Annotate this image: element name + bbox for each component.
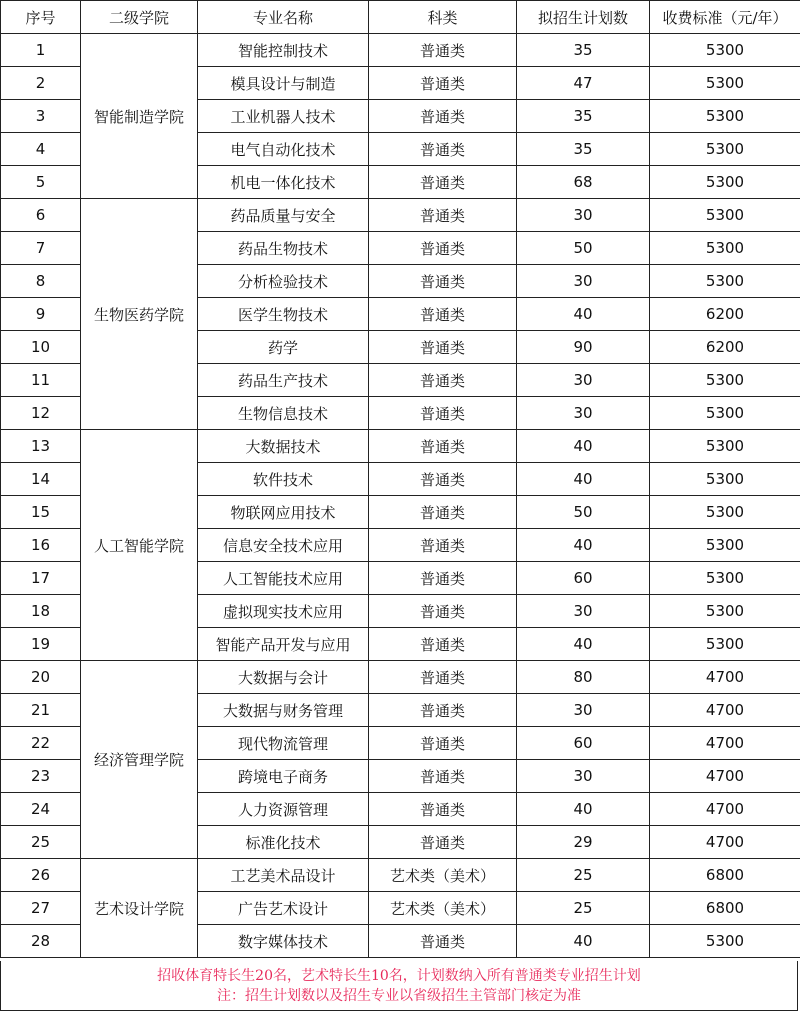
cell-category: 普通类 (369, 265, 517, 298)
cell-plan: 40 (517, 463, 650, 496)
cell-plan: 30 (517, 265, 650, 298)
cell-major: 智能产品开发与应用 (198, 628, 369, 661)
cell-seq: 13 (1, 430, 81, 463)
cell-fee: 4700 (650, 760, 800, 793)
cell-fee: 4700 (650, 694, 800, 727)
cell-major: 现代物流管理 (198, 727, 369, 760)
cell-fee: 5300 (650, 397, 800, 430)
cell-plan: 40 (517, 793, 650, 826)
table-header-row (1, 1, 800, 34)
header-seq: 序号 (1, 1, 81, 34)
cell-fee: 4700 (650, 793, 800, 826)
cell-seq: 10 (1, 331, 81, 364)
cell-plan: 40 (517, 628, 650, 661)
cell-major: 工艺美术品设计 (198, 859, 369, 892)
cell-major: 人工智能技术应用 (198, 562, 369, 595)
cell-category: 普通类 (369, 430, 517, 463)
cell-fee: 5300 (650, 232, 800, 265)
cell-major: 广告艺术设计 (198, 892, 369, 925)
cell-plan: 25 (517, 892, 650, 925)
cell-major: 软件技术 (198, 463, 369, 496)
cell-seq: 12 (1, 397, 81, 430)
cell-fee: 5300 (650, 364, 800, 397)
cell-major: 药品生物技术 (198, 232, 369, 265)
cell-seq: 4 (1, 133, 81, 166)
cell-plan: 30 (517, 364, 650, 397)
cell-seq: 6 (1, 199, 81, 232)
cell-major: 物联网应用技术 (198, 496, 369, 529)
cell-major: 生物信息技术 (198, 397, 369, 430)
cell-seq: 9 (1, 298, 81, 331)
cell-seq: 21 (1, 694, 81, 727)
cell-major: 人力资源管理 (198, 793, 369, 826)
cell-fee: 5300 (650, 67, 800, 100)
footer-note (0, 961, 798, 1011)
cell-seq: 5 (1, 166, 81, 199)
cell-plan: 25 (517, 859, 650, 892)
cell-seq: 2 (1, 67, 81, 100)
cell-seq: 27 (1, 892, 81, 925)
cell-category: 普通类 (369, 661, 517, 694)
cell-seq: 22 (1, 727, 81, 760)
cell-college: 智能制造学院 (81, 34, 198, 199)
cell-category: 普通类 (369, 463, 517, 496)
cell-category: 普通类 (369, 727, 517, 760)
cell-fee: 5300 (650, 628, 800, 661)
cell-fee: 6200 (650, 298, 800, 331)
cell-major: 大数据与会计 (198, 661, 369, 694)
cell-fee: 6200 (650, 331, 800, 364)
cell-category: 普通类 (369, 562, 517, 595)
cell-seq: 23 (1, 760, 81, 793)
table-row (1, 430, 800, 463)
cell-major: 工业机器人技术 (198, 100, 369, 133)
cell-seq: 26 (1, 859, 81, 892)
cell-fee: 4700 (650, 826, 800, 859)
cell-seq: 7 (1, 232, 81, 265)
cell-seq: 16 (1, 529, 81, 562)
cell-plan: 47 (517, 67, 650, 100)
cell-fee: 5300 (650, 133, 800, 166)
footer-line-1: 招收体育特长生20名，艺术特长生10名，计划数纳入所有普通类专业招生计划 (157, 968, 641, 984)
cell-category: 艺术类（美术） (369, 859, 517, 892)
header-fee: 收费标准（元/年） (650, 1, 800, 34)
cell-plan: 30 (517, 397, 650, 430)
cell-seq: 8 (1, 265, 81, 298)
cell-category: 普通类 (369, 133, 517, 166)
cell-seq: 24 (1, 793, 81, 826)
cell-plan: 40 (517, 529, 650, 562)
cell-seq: 17 (1, 562, 81, 595)
cell-plan: 50 (517, 232, 650, 265)
cell-seq: 28 (1, 925, 81, 958)
cell-plan: 40 (517, 298, 650, 331)
cell-fee: 6800 (650, 859, 800, 892)
cell-fee: 5300 (650, 100, 800, 133)
cell-fee: 5300 (650, 562, 800, 595)
cell-seq: 20 (1, 661, 81, 694)
cell-plan: 60 (517, 727, 650, 760)
footer-line-2: 注：招生计划数以及招生专业以省级招生主管部门核定为准 (217, 988, 581, 1004)
cell-category: 普通类 (369, 34, 517, 67)
cell-major: 电气自动化技术 (198, 133, 369, 166)
cell-category: 普通类 (369, 694, 517, 727)
table-row (1, 199, 800, 232)
cell-college: 人工智能学院 (81, 430, 198, 661)
cell-plan: 40 (517, 925, 650, 958)
cell-major: 药品质量与安全 (198, 199, 369, 232)
cell-category: 普通类 (369, 529, 517, 562)
cell-seq: 3 (1, 100, 81, 133)
cell-category: 普通类 (369, 232, 517, 265)
table-row (1, 34, 800, 67)
cell-seq: 1 (1, 34, 81, 67)
cell-plan: 68 (517, 166, 650, 199)
cell-plan: 30 (517, 760, 650, 793)
cell-category: 普通类 (369, 100, 517, 133)
cell-major: 大数据与财务管理 (198, 694, 369, 727)
cell-major: 机电一体化技术 (198, 166, 369, 199)
cell-fee: 5300 (650, 199, 800, 232)
cell-fee: 5300 (650, 463, 800, 496)
cell-major: 医学生物技术 (198, 298, 369, 331)
cell-category: 普通类 (369, 67, 517, 100)
header-college: 二级学院 (81, 1, 198, 34)
cell-major: 药学 (198, 331, 369, 364)
cell-major: 药品生产技术 (198, 364, 369, 397)
header-category: 科类 (369, 1, 517, 34)
cell-major: 虚拟现实技术应用 (198, 595, 369, 628)
cell-seq: 14 (1, 463, 81, 496)
cell-seq: 15 (1, 496, 81, 529)
cell-category: 普通类 (369, 595, 517, 628)
cell-category: 艺术类（美术） (369, 892, 517, 925)
cell-plan: 60 (517, 562, 650, 595)
table-body (1, 34, 800, 958)
cell-category: 普通类 (369, 331, 517, 364)
cell-major: 模具设计与制造 (198, 67, 369, 100)
cell-plan: 35 (517, 34, 650, 67)
cell-category: 普通类 (369, 760, 517, 793)
cell-seq: 11 (1, 364, 81, 397)
cell-plan: 50 (517, 496, 650, 529)
cell-seq: 19 (1, 628, 81, 661)
cell-fee: 5300 (650, 595, 800, 628)
cell-plan: 30 (517, 694, 650, 727)
cell-major: 跨境电子商务 (198, 760, 369, 793)
cell-fee: 6800 (650, 892, 800, 925)
cell-category: 普通类 (369, 628, 517, 661)
cell-fee: 5300 (650, 430, 800, 463)
table-row (1, 859, 800, 892)
cell-college: 艺术设计学院 (81, 859, 198, 958)
cell-category: 普通类 (369, 364, 517, 397)
table-row (1, 661, 800, 694)
cell-plan: 29 (517, 826, 650, 859)
cell-plan: 90 (517, 331, 650, 364)
cell-major: 智能控制技术 (198, 34, 369, 67)
cell-fee: 5300 (650, 265, 800, 298)
cell-college: 经济管理学院 (81, 661, 198, 859)
cell-college: 生物医药学院 (81, 199, 198, 430)
header-plan: 拟招生计划数 (517, 1, 650, 34)
cell-fee: 4700 (650, 727, 800, 760)
cell-fee: 5300 (650, 34, 800, 67)
cell-major: 数字媒体技术 (198, 925, 369, 958)
cell-fee: 4700 (650, 661, 800, 694)
cell-plan: 30 (517, 595, 650, 628)
cell-plan: 80 (517, 661, 650, 694)
cell-major: 大数据技术 (198, 430, 369, 463)
cell-category: 普通类 (369, 199, 517, 232)
cell-major: 信息安全技术应用 (198, 529, 369, 562)
cell-fee: 5300 (650, 496, 800, 529)
cell-category: 普通类 (369, 826, 517, 859)
cell-plan: 40 (517, 430, 650, 463)
cell-category: 普通类 (369, 397, 517, 430)
cell-category: 普通类 (369, 793, 517, 826)
cell-seq: 18 (1, 595, 81, 628)
cell-seq: 25 (1, 826, 81, 859)
cell-category: 普通类 (369, 298, 517, 331)
cell-fee: 5300 (650, 166, 800, 199)
cell-major: 标准化技术 (198, 826, 369, 859)
cell-major: 分析检验技术 (198, 265, 369, 298)
cell-fee: 5300 (650, 529, 800, 562)
cell-plan: 30 (517, 199, 650, 232)
cell-category: 普通类 (369, 925, 517, 958)
cell-plan: 35 (517, 100, 650, 133)
cell-fee: 5300 (650, 925, 800, 958)
cell-plan: 35 (517, 133, 650, 166)
header-major: 专业名称 (198, 1, 369, 34)
cell-category: 普通类 (369, 496, 517, 529)
cell-category: 普通类 (369, 166, 517, 199)
